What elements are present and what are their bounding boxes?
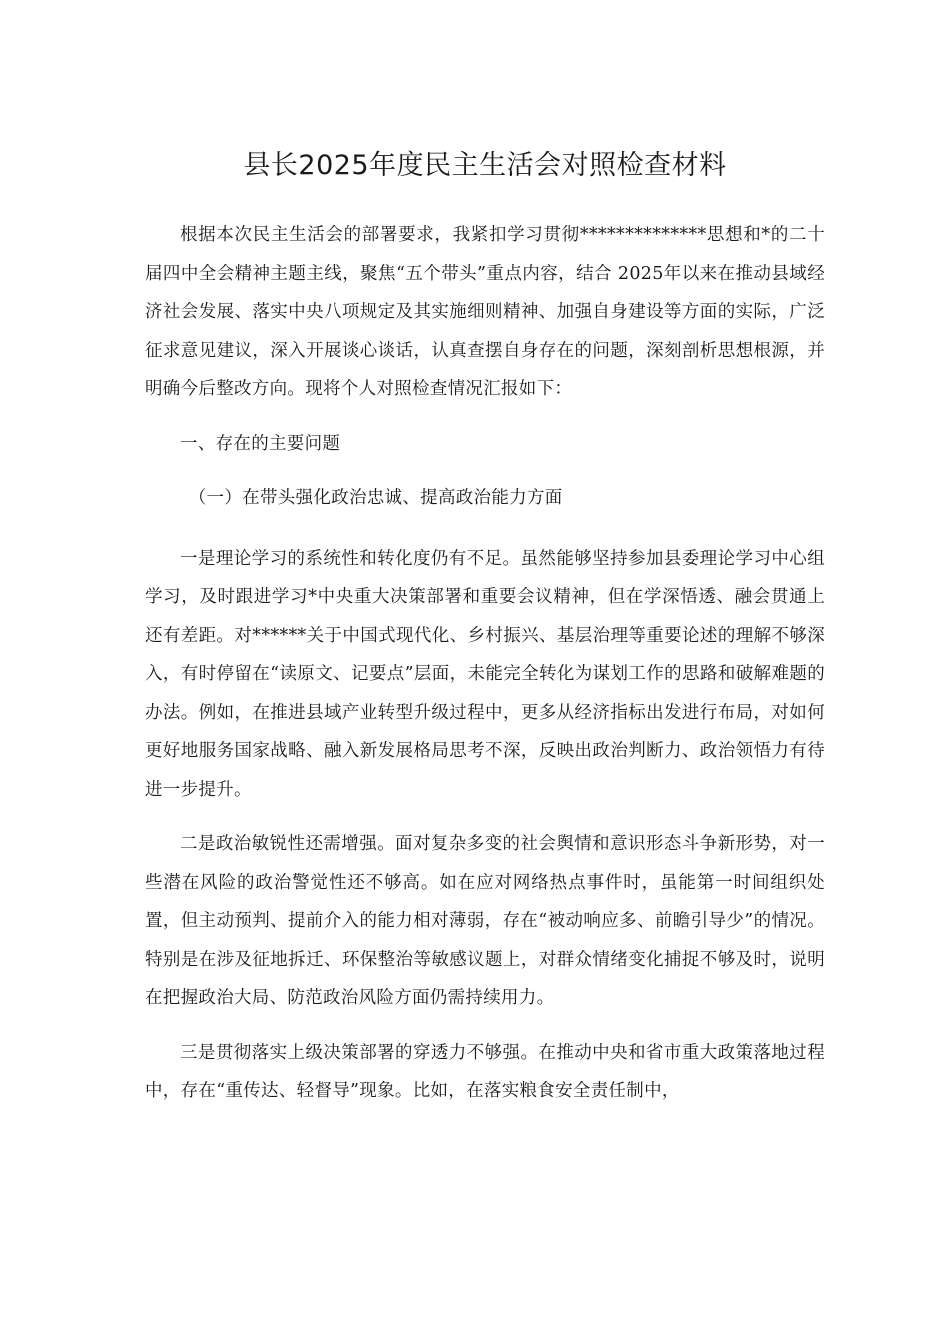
body-paragraph-2: 二是政治敏锐性还需增强。面对复杂多变的社会舆情和意识形态斗争新形势，对一些潜在风险的政治警觉性还不够高。如在应对网络热点事件时，虽能第一时间组织处置，但主动预判、提前介入的能力相对薄弱，存在“被动响应多、前瞻引导少”的情况。特别是在涉及征地拆迁、环保整治等敏感议题上，对群众情绪变化捕捉不够及时，说明在把握政治大局、防范政治风险方面仍需持续用力。: [145, 834, 825, 1008]
intro-paragraph: 根据本次民主生活会的部署要求，我紧扣学习贯彻**************思想和*的二十届四中全会精神主题主线，聚焦“五个带头”重点内容，结合 2025年以来在推动县域经济社会发展、落实中央八项规定及其实施细则精神、加强自身建设等方面的实际，广泛征求意见建议，深入开展谈心谈话，认真查摆自身存在的问题，深刻剖析思想根源，并明确今后整改方向。现将个人对照检查情况汇报如下：: [145, 225, 825, 399]
subsection-heading-1: （一）在带头强化政治忠诚、提高政治能力方面: [188, 488, 563, 508]
document-title: 县长2025年度民主生活会对照检查材料: [243, 150, 727, 181]
document-page: [145, 140, 825, 1127]
body-paragraph-1: 一是理论学习的系统性和转化度仍有不足。虽然能够坚持参加县委理论学习中心组学习，及时跟进学习*中央重大决策部署和重要会议精神，但在学深悟透、融会贯通上还有差距。对******关于中国式现代化、乡村振兴、基层治理等重要论述的理解不够深入，有时停留在“读原文、记要点”层面，未能完全转化为谋划工作的思路和破解难题的办法。例如，在推进县域产业转型升级过程中，更多从经济指标出发进行布局，对如何更好地服务国家战略、融入新发展格局思考不深，反映出政治判断力、政治领悟力有待进一步提升。: [145, 548, 825, 800]
body-paragraph-3: 三是贯彻落实上级决策部署的穿透力不够强。在推动中央和省市重大政策落地过程中，存在“重传达、轻督导”现象。比如，在落实粮食安全责任制中，: [145, 1042, 825, 1101]
section-heading-1: 一、存在的主要问题: [180, 433, 341, 454]
